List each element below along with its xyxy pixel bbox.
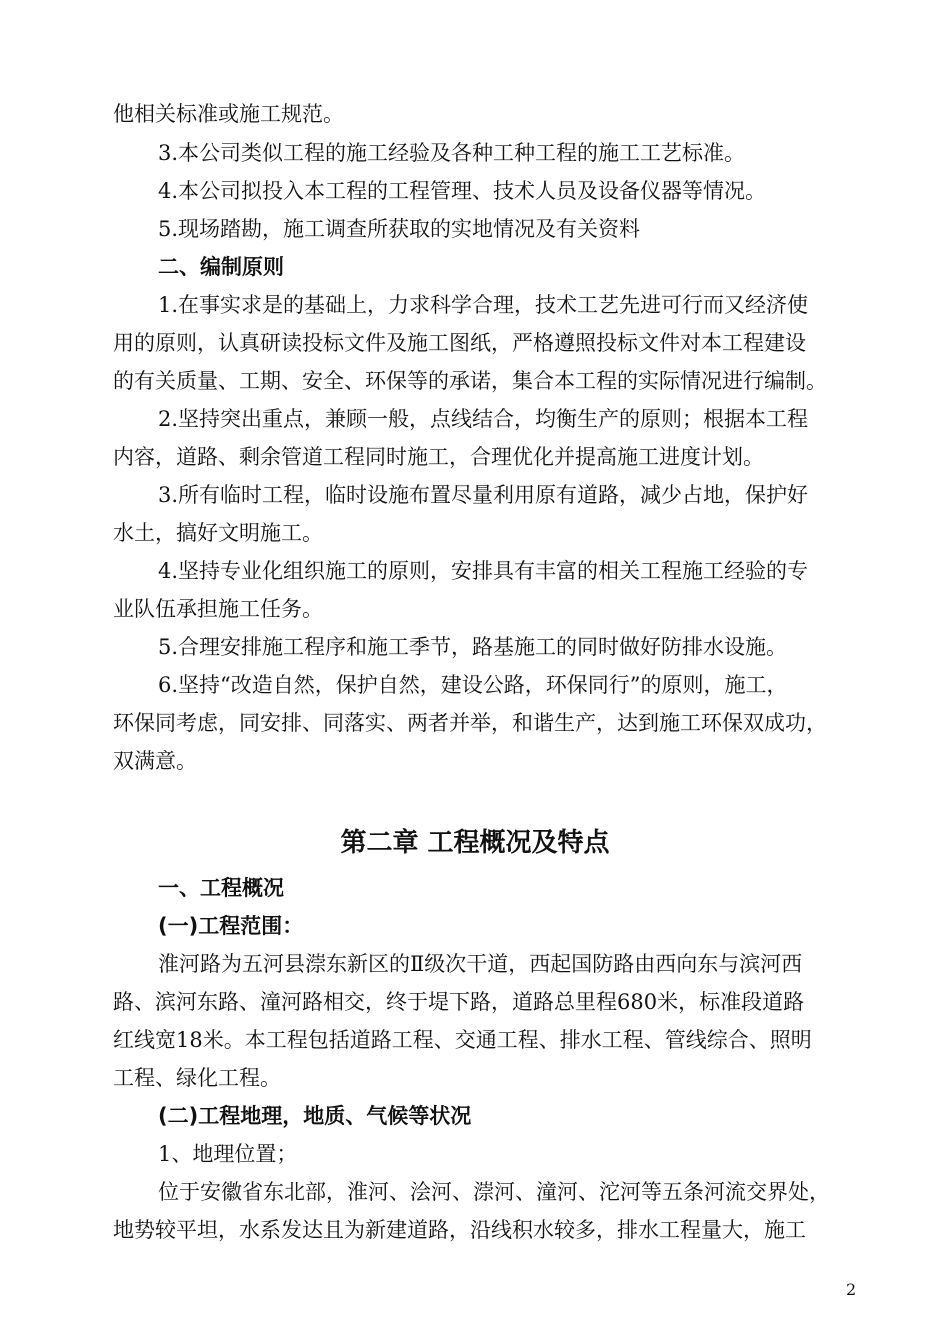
paragraph-line: 工程、绿化工程。	[113, 1066, 281, 1090]
paragraph-line: 用的原则，认真研读投标文件及施工图纸，严格遵照投标文件对本工程建设	[113, 331, 806, 355]
section-heading: 二、编制原则	[158, 255, 284, 279]
paragraph-line: 5.合理安排施工程序和施工季节，路基施工的同时做好防排水设施。	[158, 635, 788, 659]
paragraph-line: 1.在事实求是的基础上，力求科学合理，技术工艺先进可行而又经济使	[158, 293, 809, 317]
paragraph-line: 内容，道路、剩余管道工程同时施工，合理优化并提高施工进度计划。	[113, 445, 764, 469]
paragraph-line: 的有关质量、工期、安全、环保等的承诺，集合本工程的实际情况进行编制。	[113, 369, 827, 393]
paragraph-line: 红线宽18米。本工程包括道路工程、交通工程、排水工程、管线综合、照明	[113, 1028, 812, 1052]
page-number: 2	[846, 1280, 857, 1299]
text-line: 他相关标准或施工规范。	[113, 102, 344, 126]
paragraph-line: 3.所有临时工程，临时设施布置尽量利用原有道路，减少占地，保护好	[158, 483, 809, 507]
list-item: 4.本公司拟投入本工程的工程管理、技术人员及设备仪器等情况。	[158, 179, 767, 203]
paragraph-line: 位于安徽省东北部，淮河、浍河、漴河、潼河、沱河等五条河流交界处，	[158, 1180, 830, 1204]
subsection-heading: (二)工程地理，地质、气候等状况	[158, 1104, 472, 1128]
list-item: 3.本公司类似工程的施工经验及各种工种工程的施工工艺标准。	[158, 141, 746, 165]
paragraph-line: 环保同考虑，同安排、同落实、两者并举，和谐生产，达到施工环保双成功，	[113, 711, 827, 735]
paragraph-line: 1、地理位置；	[158, 1142, 298, 1166]
paragraph-line: 双满意。	[113, 749, 197, 773]
subsection-heading: (一)工程范围：	[158, 914, 304, 938]
paragraph-line: 水土，搞好文明施工。	[113, 521, 323, 545]
paragraph-line: 6.坚持“改造自然，保护自然，建设公路，环保同行”的原则，施工，	[158, 673, 788, 697]
paragraph-line: 业队伍承担施工任务。	[113, 597, 323, 621]
paragraph-line: 地势较平坦，水系发达且为新建道路，沿线积水较多，排水工程量大，施工	[113, 1218, 806, 1242]
paragraph-line: 4.坚持专业化组织施工的原则，安排具有丰富的相关工程施工经验的专	[158, 559, 809, 583]
chapter-title: 第二章 工程概况及特点	[340, 828, 610, 858]
paragraph-line: 2.坚持突出重点，兼顾一般，点线结合，均衡生产的原则；根据本工程	[158, 407, 809, 431]
paragraph-line: 路、滨河东路、潼河路相交，终于堤下路，道路总里程680米，标准段道路	[113, 990, 805, 1014]
section-heading: 一、工程概况	[158, 876, 284, 900]
list-item: 5.现场踏勘，施工调查所获取的实地情况及有关资料	[158, 217, 641, 241]
paragraph-line: 淮河路为五河县漴东新区的Ⅱ级次干道，西起国防路由西向东与滨河西	[158, 952, 803, 976]
